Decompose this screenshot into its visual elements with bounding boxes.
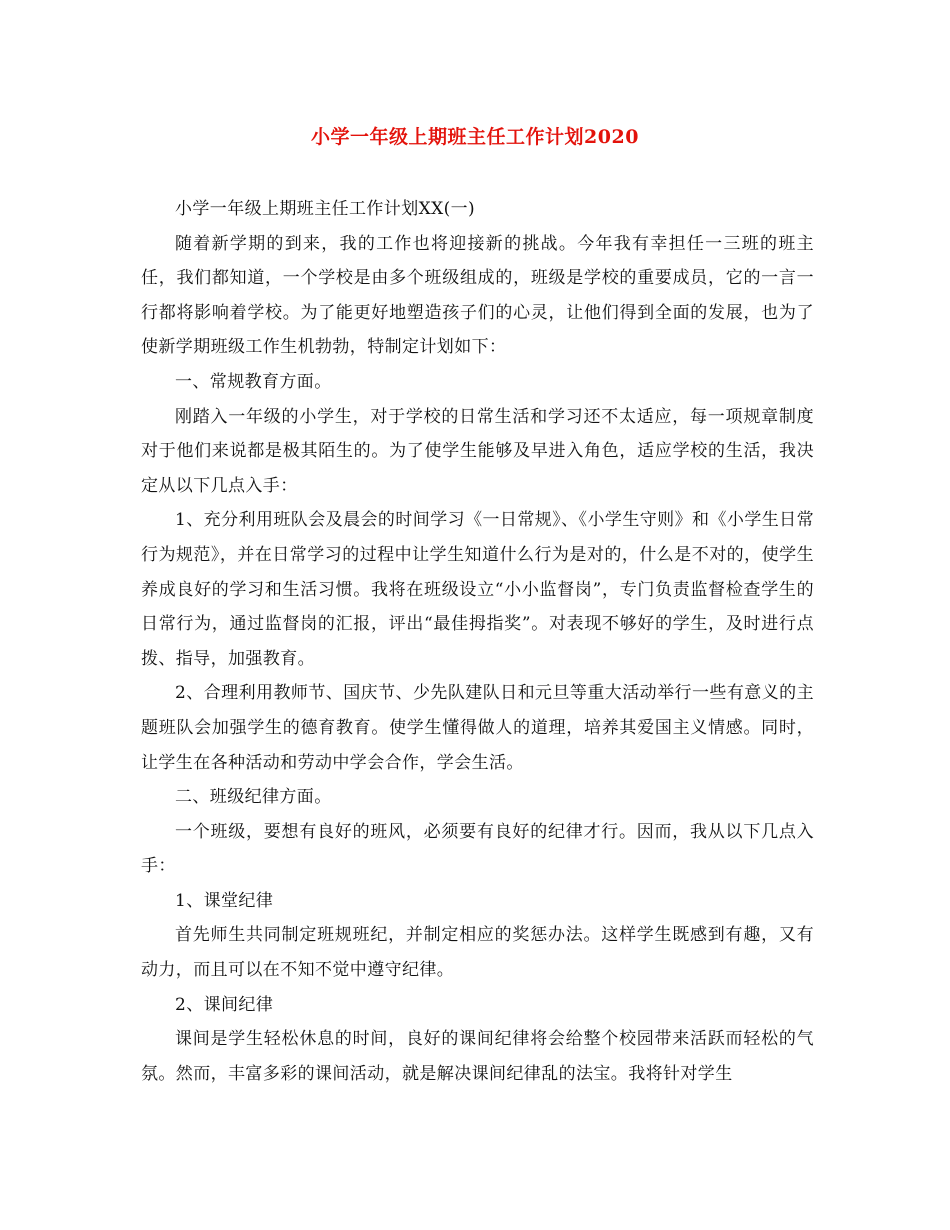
paragraph: 1、充分利用班队会及晨会的时间学习《一日常规》、《小学生守则》和《小学生日常行为规范》，并在日常学习的过程中让学生知道什么行为是对的，什么是不对的，使学生养成良好的学习和生活习惯。我将在班级设立“小小监督岗”，专门负责监督检查学生的日常行为，通过监督岗的汇报，评出“最佳拇指奖”。对表现不够好的学生，及时进行点拨、指导，加强教育。 (141, 510, 814, 669)
paragraph: 2、合理利用教师节、国庆节、少先队建队日和元旦等重大活动举行一些有意义的主题班队会加强学生的德育教育。使学生懂得做人的道理，培养其爱国主义情感。同时，让学生在各种活动和劳动中学会合作，学会生活。 (141, 683, 814, 773)
paragraph: 小学一年级上期班主任工作计划XX(一) (175, 199, 476, 219)
paragraph: 课间是学生轻松休息的时间，良好的课间纪律将会给整个校园带来活跃而轻松的气氛。然而，丰富多彩的课间活动，就是解决课间纪律乱的法宝。我将针对学生 (141, 1029, 814, 1084)
paragraph: 一个班级，要想有良好的班风，必须要有良好的纪律才行。因而，我从以下几点入手： (141, 821, 814, 877)
subsection-heading: 1、课堂纪律 (175, 890, 274, 911)
document-body (141, 192, 814, 1091)
paragraph: 刚踏入一年级的小学生，对于学校的日常生活和学习还不太适应，每一项规章制度对于他们来说都是极其陌生的。为了使学生能够及早进入角色，适应学校的生活，我决定从以下几点入手： (141, 406, 814, 496)
section-heading: 二、班级纪律方面。 (175, 787, 332, 808)
subsection-heading: 2、课间纪律 (175, 994, 274, 1015)
section-heading: 一、常规教育方面。 (175, 371, 332, 392)
document-title: 小学一年级上期班主任工作计划2020 (311, 126, 639, 148)
paragraph: 首先师生共同制定班规班纪，并制定相应的奖惩办法。这样学生既感到有趣，又有动力，而且可以在不知不觉中遵守纪律。 (141, 925, 814, 981)
paragraph: 随着新学期的到来，我的工作也将迎接新的挑战。今年我有幸担任一三班的班主任，我们都知道，一个学校是由多个班级组成的，班级是学校的重要成员，它的一言一行都将影响着学校。为了能更好地塑造孩子们的心灵，让他们得到全面的发展，也为了使新学期班级工作生机勃勃，特制定计划如下： (141, 233, 814, 358)
